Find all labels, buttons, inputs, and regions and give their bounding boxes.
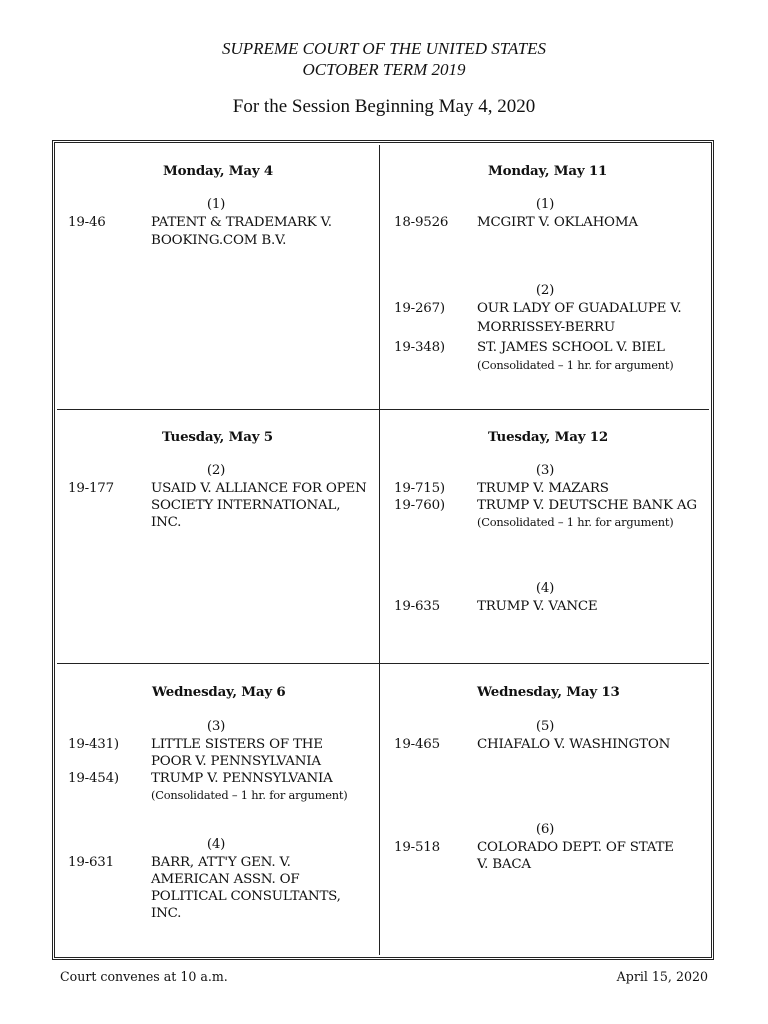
docket-number: 19-518 [394,840,440,855]
docket-number: 19-635 [394,599,440,614]
court-name: SUPREME COURT OF THE UNITED STATES [221,39,547,58]
case-name-line: LITTLE SISTERS OF THE [151,737,323,752]
consolidated-note: (Consolidated – 1 hr. for argument) [477,358,674,372]
docket-number: 19-177 [68,481,114,496]
argument-number: (3) [206,719,226,734]
argument-number: (6) [535,822,555,837]
case-name-line: POOR V. PENNSYLVANIA [151,754,321,769]
docket-number: 19-267) [394,301,445,316]
docket-number: 19-465 [394,737,440,752]
docket-number: 19-348) [394,340,445,355]
term-title: OCTOBER TERM 2019 [302,60,466,79]
day-heading-tuesday-may-12: Tuesday, May 12 [488,429,608,445]
case-name-line: BARR, ATT'Y GEN. V. [151,855,291,870]
case-name-line: OUR LADY OF GUADALUPE V. [477,301,682,316]
case-name-line: POLITICAL CONSULTANTS, [151,889,341,904]
case-name-line: V. BACA [477,857,531,872]
case-name-line: PATENT & TRADEMARK V. [151,215,332,230]
court-title [0,38,768,80]
case-name-line: TRUMP V. VANCE [477,599,598,614]
argument-number: (1) [535,197,555,212]
footer-convene-time: Court convenes at 10 a.m. [60,969,228,984]
case-name-line: CHIAFALO V. WASHINGTON [477,737,671,752]
day-heading-wednesday-may-6: Wednesday, May 6 [152,684,286,700]
docket-number: 19-715) [394,481,445,496]
case-name-line: AMERICAN ASSN. OF [151,872,300,887]
docket-number: 18-9526 [394,215,449,230]
consolidated-note: (Consolidated – 1 hr. for argument) [151,788,348,802]
day-heading-wednesday-may-13: Wednesday, May 13 [477,684,620,700]
case-name-line: COLORADO DEPT. OF STATE [477,840,674,855]
day-heading-tuesday-may-5: Tuesday, May 5 [162,429,273,445]
column-divider [379,145,380,955]
docket-number: 19-431) [68,737,119,752]
session-title: For the Session Beginning May 4, 2020 [232,96,536,117]
row-divider-1 [57,409,709,410]
case-name-line: BOOKING.COM B.V. [151,233,287,248]
case-name-line: MORRISSEY-BERRU [477,320,615,335]
argument-number: (3) [535,463,555,478]
docket-number: 19-760) [394,498,445,513]
argument-number: (2) [535,283,555,298]
case-name-line: ST. JAMES SCHOOL V. BIEL [477,340,665,355]
argument-number: (4) [535,581,555,596]
docket-number: 19-631 [68,855,114,870]
consolidated-note: (Consolidated – 1 hr. for argument) [477,515,674,529]
case-name-line: SOCIETY INTERNATIONAL, [151,498,341,513]
row-divider-2 [57,663,709,664]
day-heading-monday-may-4: Monday, May 4 [163,163,274,179]
argument-number: (2) [206,463,226,478]
footer-date: April 15, 2020 [616,969,708,984]
case-name-line: TRUMP V. DEUTSCHE BANK AG [477,498,697,513]
case-name-line: TRUMP V. PENNSYLVANIA [151,771,333,786]
case-name-line: INC. [151,515,182,530]
case-name-line: USAID V. ALLIANCE FOR OPEN [151,481,367,496]
case-name-line: TRUMP V. MAZARS [477,481,609,496]
case-name-line: INC. [151,906,182,921]
docket-number: 19-454) [68,771,119,786]
case-name-line: MCGIRT V. OKLAHOMA [477,215,638,230]
argument-number: (5) [535,719,555,734]
argument-number: (4) [206,837,226,852]
docket-number: 19-46 [68,215,106,230]
day-heading-monday-may-11: Monday, May 11 [488,163,608,179]
calendar-frame [52,140,714,960]
argument-number: (1) [206,197,226,212]
